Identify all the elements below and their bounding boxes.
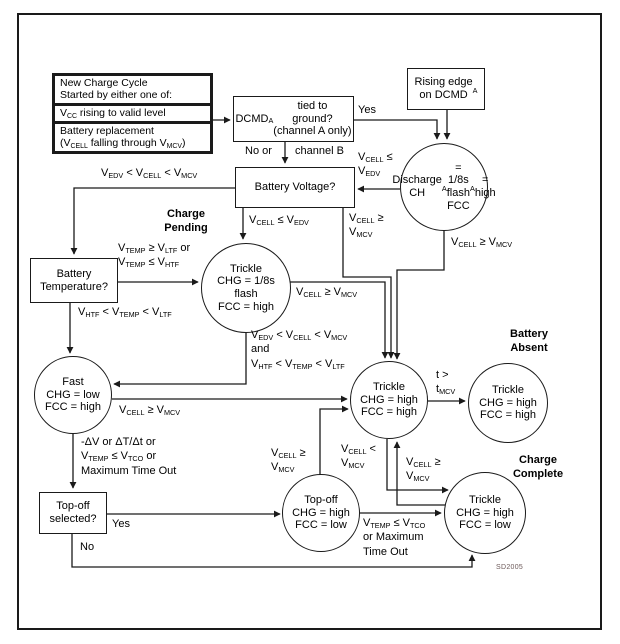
label-vcell-ge-vmcv-complete: $V_{CELL}$ ≥ $V_{MCV}$: [406, 456, 441, 484]
start-condition-vcc: $V_{CC}$ rising to valid level: [55, 103, 210, 121]
label-vcell-lt-vmcv: $V_{CELL}$ < $V_{MCV}$: [341, 443, 376, 471]
state-topoff: Top-off CHG = high FCC = low: [282, 474, 360, 552]
label-voltage-and-temp-window: $V_{EDV} < V_{CELL} < V_{MCV}$ and $V_{HTF} < V_{TEMP} < V_{LTF}$: [251, 329, 348, 371]
state-fast-charge: Fast CHG = low FCC = high: [34, 356, 112, 434]
state-discharge: Discharge CH $_A$ = 1/8s flash FCC $_A$ = high: [400, 143, 488, 231]
label-vcell-ge-vmcv-batteryvoltage: $V_{CELL}$ ≥ $V_{MCV}$: [349, 212, 384, 240]
label-yes-dcmd: Yes: [358, 104, 376, 116]
edge-dcmd-yes-to-discharge: [354, 120, 437, 139]
drawing-code: SD2005: [496, 564, 524, 571]
edge-discharge-to-tricklemcv: [397, 231, 444, 359]
label-vcell-le-vedv-discharge: $V_{CELL}$ ≤ $V_{EDV}$: [358, 151, 393, 179]
start-conditions-header: New Charge Cycle Started by either one of:: [60, 77, 173, 102]
state-trickle-mcv: Trickle CHG = high FCC = high: [350, 361, 428, 439]
label-yes-topoff: Yes: [112, 518, 130, 530]
edge-tricklepending-to-fast: [114, 333, 246, 384]
label-charge-complete: Charge Complete: [512, 454, 564, 480]
label-topoff-termination: $V_{TEMP} \le V_{TCO}$ or Maximum Time Out: [363, 517, 426, 558]
label-t-gt-tmcv: t > $t_{MCV}$: [436, 369, 456, 397]
label-vcell-ge-vmcv-topoff: $V_{CELL}$ ≥ $V_{MCV}$: [271, 447, 306, 475]
decision-battery-temperature: Battery Temperature?: [30, 258, 118, 303]
label-vcell-ge-vmcv-discharge: $V_{CELL} \ge V_{MCV}$: [451, 236, 513, 250]
label-vtemp-out-of-window: $V_{TEMP} \ge V_{LTF}$ or $V_{TEMP} \le V_{HTF}$: [118, 242, 191, 270]
label-channel-b: channel B: [295, 145, 344, 157]
label-vcell-le-vedv: $V_{CELL} \le V_{EDV}$: [249, 214, 309, 228]
decision-battery-voltage: Battery Voltage?: [235, 167, 355, 208]
state-trickle-charge-pending: Trickle CHG = 1/8s flash FCC = high: [201, 243, 291, 333]
label-fast-termination: -ΔV or ΔT/Δt or $V_{TEMP} \le V_{TCO}$ or Maximum Time Out: [81, 436, 177, 477]
start-conditions-box: [52, 73, 213, 154]
label-vedv-lt-vcell-lt-vmcv: $V_{EDV} < V_{CELL} < V_{MCV}$: [101, 167, 198, 181]
label-vcell-ge-vmcv-pending: $V_{CELL} \ge V_{MCV}$: [296, 286, 358, 300]
label-no-topoff: No: [80, 541, 95, 553]
label-charge-pending: Charge Pending: [164, 208, 208, 234]
state-trickle-battery-absent: Trickle CHG = high FCC = high: [468, 363, 548, 443]
decision-topoff-selected: Top-off selected?: [39, 492, 107, 534]
label-vcell-ge-vmcv-fast: $V_{CELL} \ge V_{MCV}$: [119, 404, 181, 418]
box-rising-edge-on-dcmd: Rising edge on DCMD $_A$: [407, 68, 485, 110]
start-condition-battery-replacement: Battery replacement ($V_{CELL}$ falling through $V_{MCV}$): [55, 121, 210, 151]
decision-dcmd-tied-to-ground: DCMD $_A$ tied to ground? (channel A only): [233, 96, 354, 142]
state-trickle-charge-complete: Trickle CHG = high FCC = low: [444, 472, 526, 554]
label-no-or: No or: [245, 145, 272, 157]
label-battery-absent: Battery Absent: [510, 328, 548, 354]
label-vtemp-in-window: $V_{HTF} < V_{TEMP} < V_{LTF}$: [78, 306, 172, 320]
